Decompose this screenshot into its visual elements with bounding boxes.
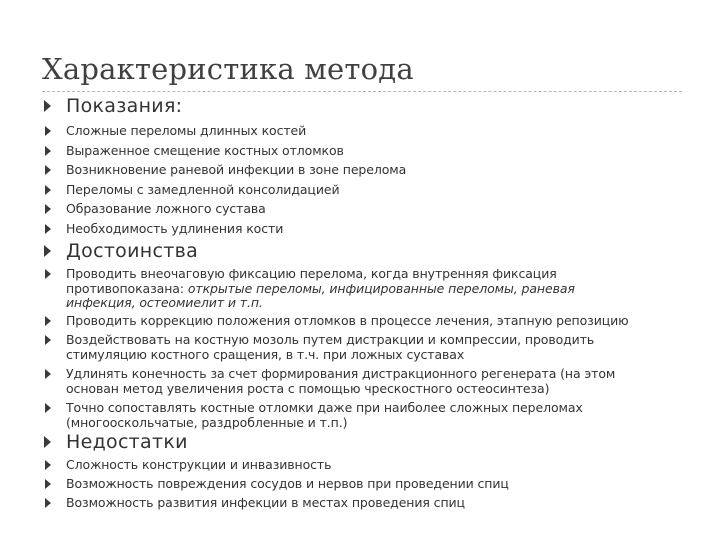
item-text-plain: противопоказана:: [66, 281, 188, 296]
bullet-arrow-icon: [44, 100, 51, 112]
bullet-arrow-icon: [45, 460, 51, 470]
item-text: Возможность развития инфекции в местах проведения спиц: [66, 495, 465, 510]
item-text-line: Проводить внеочаговую фиксацию перелома, когда внутренняя фиксация: [66, 266, 557, 281]
item-text-line: стимуляцию костного сращения, в т.ч. при ложных суставах: [66, 347, 465, 362]
bullet-arrow-icon: [45, 369, 51, 379]
bullet-arrow-icon: [45, 204, 51, 214]
heading-text: Показания:: [66, 95, 183, 117]
bullet-arrow-icon: [45, 316, 51, 326]
bullet-arrow-icon: [45, 479, 51, 489]
bullet-arrow-icon: [45, 403, 51, 413]
bullet-arrow-icon: [45, 126, 51, 136]
item-text: Сложные переломы длинных костей: [66, 123, 307, 138]
item-text-italic: открытые переломы, инфицированные переломы, раневая: [187, 281, 575, 296]
item-text-line: Точно сопоставлять костные отломки даже при наиболее сложных переломах: [66, 400, 583, 415]
item-text: Выраженное смещение костных отломков: [66, 143, 344, 158]
heading-text: Достоинства: [66, 240, 199, 262]
title-divider: [42, 91, 682, 92]
item-text-line: [66, 281, 575, 296]
bullet-arrow-icon: [45, 224, 51, 234]
slide-title: Характеристика метода: [42, 52, 414, 86]
bullet-arrow-icon: [45, 498, 51, 508]
item-text-line: Проводить коррекцию положения отломков в процессе лечения, этапную репозицию: [66, 313, 629, 328]
bullet-arrow-icon: [45, 185, 51, 195]
heading-text: Недостатки: [66, 431, 188, 453]
bullet-arrow-icon: [45, 165, 51, 175]
bullet-arrow-icon: [45, 269, 51, 279]
bullet-arrow-icon: [44, 245, 51, 257]
item-text-line: инфекция, остеомиелит и т.п.: [66, 295, 263, 310]
item-text-line: Воздействовать на костную мозоль путем дистракции и компрессии, проводить: [66, 332, 595, 347]
item-text: Сложность конструкции и инвазивность: [66, 457, 332, 472]
item-text: Возникновение раневой инфекции в зоне перелома: [66, 162, 407, 177]
item-text-line: Удлинять конечность за счет формирования дистракционного регенерата (на этом: [66, 366, 616, 381]
item-text-line: основан метод увеличения роста с помощью чрескостного остеосинтеза): [66, 381, 550, 396]
bullet-arrow-icon: [44, 436, 51, 448]
item-text: Переломы с замедленной консолидацией: [66, 182, 340, 197]
bullet-arrow-icon: [45, 335, 51, 345]
bullet-arrow-icon: [45, 146, 51, 156]
item-text-line: (многооскольчатые, раздробленные и т.п.): [66, 415, 348, 430]
item-text: Образование ложного сустава: [66, 201, 266, 216]
item-text: Возможность повреждения сосудов и нервов при проведении спиц: [66, 476, 509, 491]
item-text: Необходимость удлинения кости: [66, 221, 284, 236]
